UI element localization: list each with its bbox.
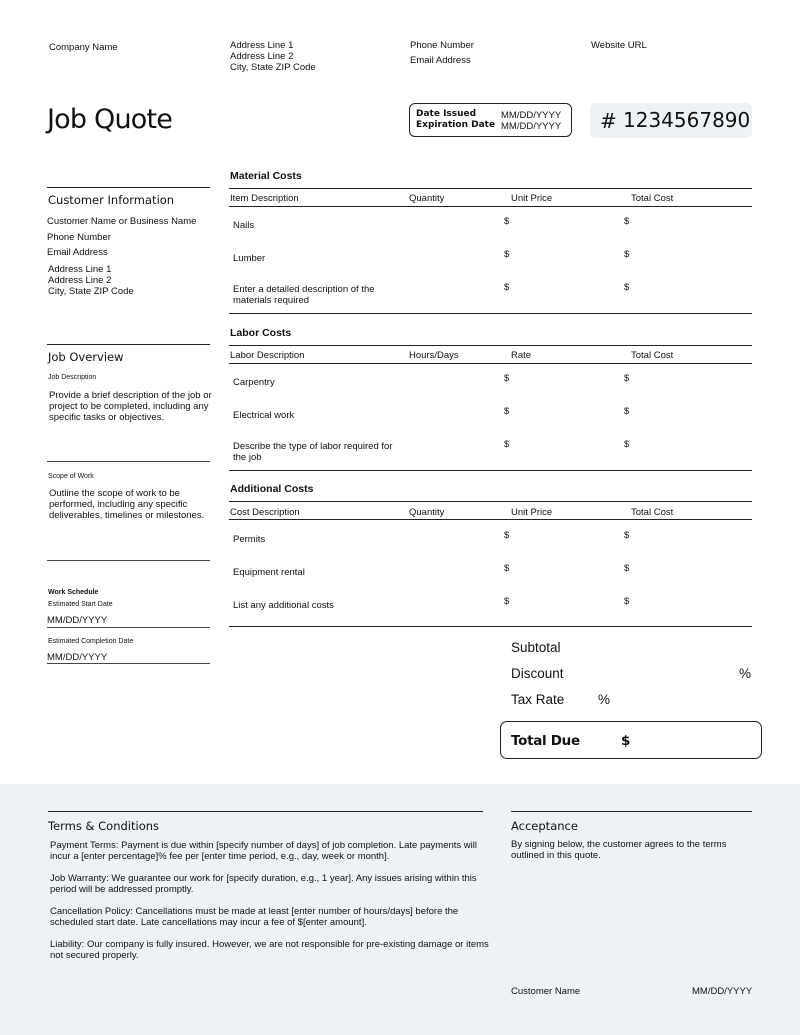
row-unit-price: $ [504, 282, 510, 293]
company-website: Website URL [591, 40, 647, 51]
signature-date[interactable]: MM/DD/YYYY [692, 986, 753, 997]
divider [48, 811, 483, 812]
date-issued-value: MM/DD/YYYY [501, 110, 562, 121]
row-total: $ [624, 563, 630, 574]
divider [229, 206, 752, 207]
start-date-label: Estimated Start Date [48, 601, 113, 608]
total-due-box [500, 721, 762, 759]
divider [229, 363, 752, 364]
col-header: Labor Description [230, 350, 305, 361]
expiration-date-label: Expiration Date [416, 120, 496, 130]
acceptance-heading: Acceptance [511, 819, 578, 833]
customer-email: Email Address [47, 247, 108, 258]
row-description: Electrical work [233, 410, 295, 421]
divider [47, 560, 210, 561]
discount-label: Discount [511, 666, 564, 681]
divider [229, 519, 752, 520]
divider [47, 461, 210, 462]
row-unit-price: $ [504, 530, 510, 541]
quote-number-box [590, 103, 752, 138]
total-due-currency: $ [621, 733, 631, 749]
start-date-value: MM/DD/YYYY [47, 615, 108, 626]
terms-heading: Terms & Conditions [48, 819, 160, 833]
customer-signature-name[interactable]: Customer Name [511, 986, 581, 997]
customer-name: Customer Name or Business Name [47, 216, 197, 227]
acceptance-text: By signing below, the customer agrees to the terms outlined in this quote. [511, 839, 727, 861]
divider [229, 501, 752, 502]
row-total: $ [624, 216, 630, 227]
work-schedule-heading: Work Schedule [48, 589, 99, 596]
completion-date-value: MM/DD/YYYY [47, 652, 108, 663]
row-total: $ [624, 596, 630, 607]
terms-liability: Liability: Our company is fully insured. However, we are not responsible for pre-existing damage or items not secured properly. [50, 939, 489, 961]
col-header: Unit Price [511, 507, 553, 518]
additional-costs-title: Additional Costs [230, 483, 314, 495]
customer-info-heading: Customer Information [48, 193, 175, 207]
divider [47, 344, 210, 345]
job-overview-heading: Job Overview [48, 350, 124, 364]
company-address: Address Line 1 Address Line 2 City, State ZIP Code [230, 40, 316, 73]
tax-percent: % [598, 692, 611, 707]
row-unit-price: $ [504, 596, 510, 607]
row-total: $ [624, 406, 630, 417]
col-header: Item Description [230, 193, 299, 204]
date-issued-label: Date Issued [416, 109, 477, 119]
row-total: $ [624, 530, 630, 541]
scope-text: Outline the scope of work to be performed, including any specific deliverables, timelines or milestones. [49, 488, 205, 521]
page-title: Job Quote [47, 104, 173, 135]
material-costs-title: Material Costs [230, 170, 302, 182]
row-rate: $ [504, 406, 510, 417]
row-description: Enter a detailed description of the materials required [233, 284, 375, 306]
row-description: Permits [233, 534, 266, 545]
divider [229, 470, 752, 471]
labor-costs-title: Labor Costs [230, 327, 292, 339]
col-header: Rate [511, 350, 532, 361]
total-due-label: Total Due [511, 733, 580, 749]
row-rate: $ [504, 439, 510, 450]
divider [47, 663, 210, 664]
row-description: Lumber [233, 253, 266, 264]
row-description: Describe the type of labor required for the job [233, 441, 393, 463]
job-description-text: Provide a brief description of the job or project to be completed, including any specific tasks or objectives. [49, 390, 212, 423]
row-unit-price: $ [504, 563, 510, 574]
subtotal-label: Subtotal [511, 640, 561, 655]
row-total: $ [624, 373, 630, 384]
date-box [409, 103, 572, 137]
job-description-label: Job Description [48, 374, 97, 381]
row-total: $ [624, 249, 630, 260]
divider [229, 313, 752, 314]
row-unit-price: $ [504, 249, 510, 260]
customer-address: Address Line 1 Address Line 2 City, State ZIP Code [48, 264, 134, 297]
row-total: $ [624, 439, 630, 450]
col-header: Hours/Days [409, 350, 459, 361]
scope-label: Scope of Work [48, 473, 94, 480]
divider [511, 811, 752, 812]
col-header: Total Cost [631, 507, 674, 518]
col-header: Quantity [409, 193, 445, 204]
expiration-date-value: MM/DD/YYYY [501, 121, 562, 132]
row-total: $ [624, 282, 630, 293]
col-header: Unit Price [511, 193, 553, 204]
divider [47, 187, 210, 188]
tax-rate-label: Tax Rate [511, 692, 565, 707]
hash-symbol: # [600, 109, 617, 133]
row-description: Carpentry [233, 377, 275, 388]
divider [229, 345, 752, 346]
divider [229, 626, 752, 627]
divider [47, 627, 210, 628]
row-description: Equipment rental [233, 567, 305, 578]
terms-cancellation: Cancellation Policy: Cancellations must be made at least [enter number of hours/days] before the scheduled start date. Late cancellations may incur a fee of $[enter amount]. [50, 906, 459, 928]
col-header: Total Cost [631, 350, 674, 361]
row-unit-price: $ [504, 216, 510, 227]
completion-date-label: Estimated Completion Date [48, 638, 134, 645]
divider [229, 188, 752, 189]
row-description: Nails [233, 220, 255, 231]
col-header: Quantity [409, 507, 445, 518]
customer-phone: Phone Number [47, 232, 111, 243]
col-header: Cost Description [230, 507, 300, 518]
company-name: Company Name [49, 42, 118, 53]
company-email: Email Address [410, 55, 471, 66]
discount-percent: % [739, 666, 752, 681]
row-description: List any additional costs [233, 600, 334, 611]
row-rate: $ [504, 373, 510, 384]
terms-warranty: Job Warranty: We guarantee our work for [specify duration, e.g., 1 year]. Any issues arising within this period will be addressed promptly. [50, 873, 477, 895]
col-header: Total Cost [631, 193, 674, 204]
quote-number: 1234567890 [623, 108, 751, 132]
terms-payment: Payment Terms: Payment is due within [specify number of days] of job completion. Late payments will incur a [enter percentage]% fee per [enter time period, e.g., day, week or month]. [50, 840, 477, 862]
company-phone: Phone Number [410, 40, 474, 51]
